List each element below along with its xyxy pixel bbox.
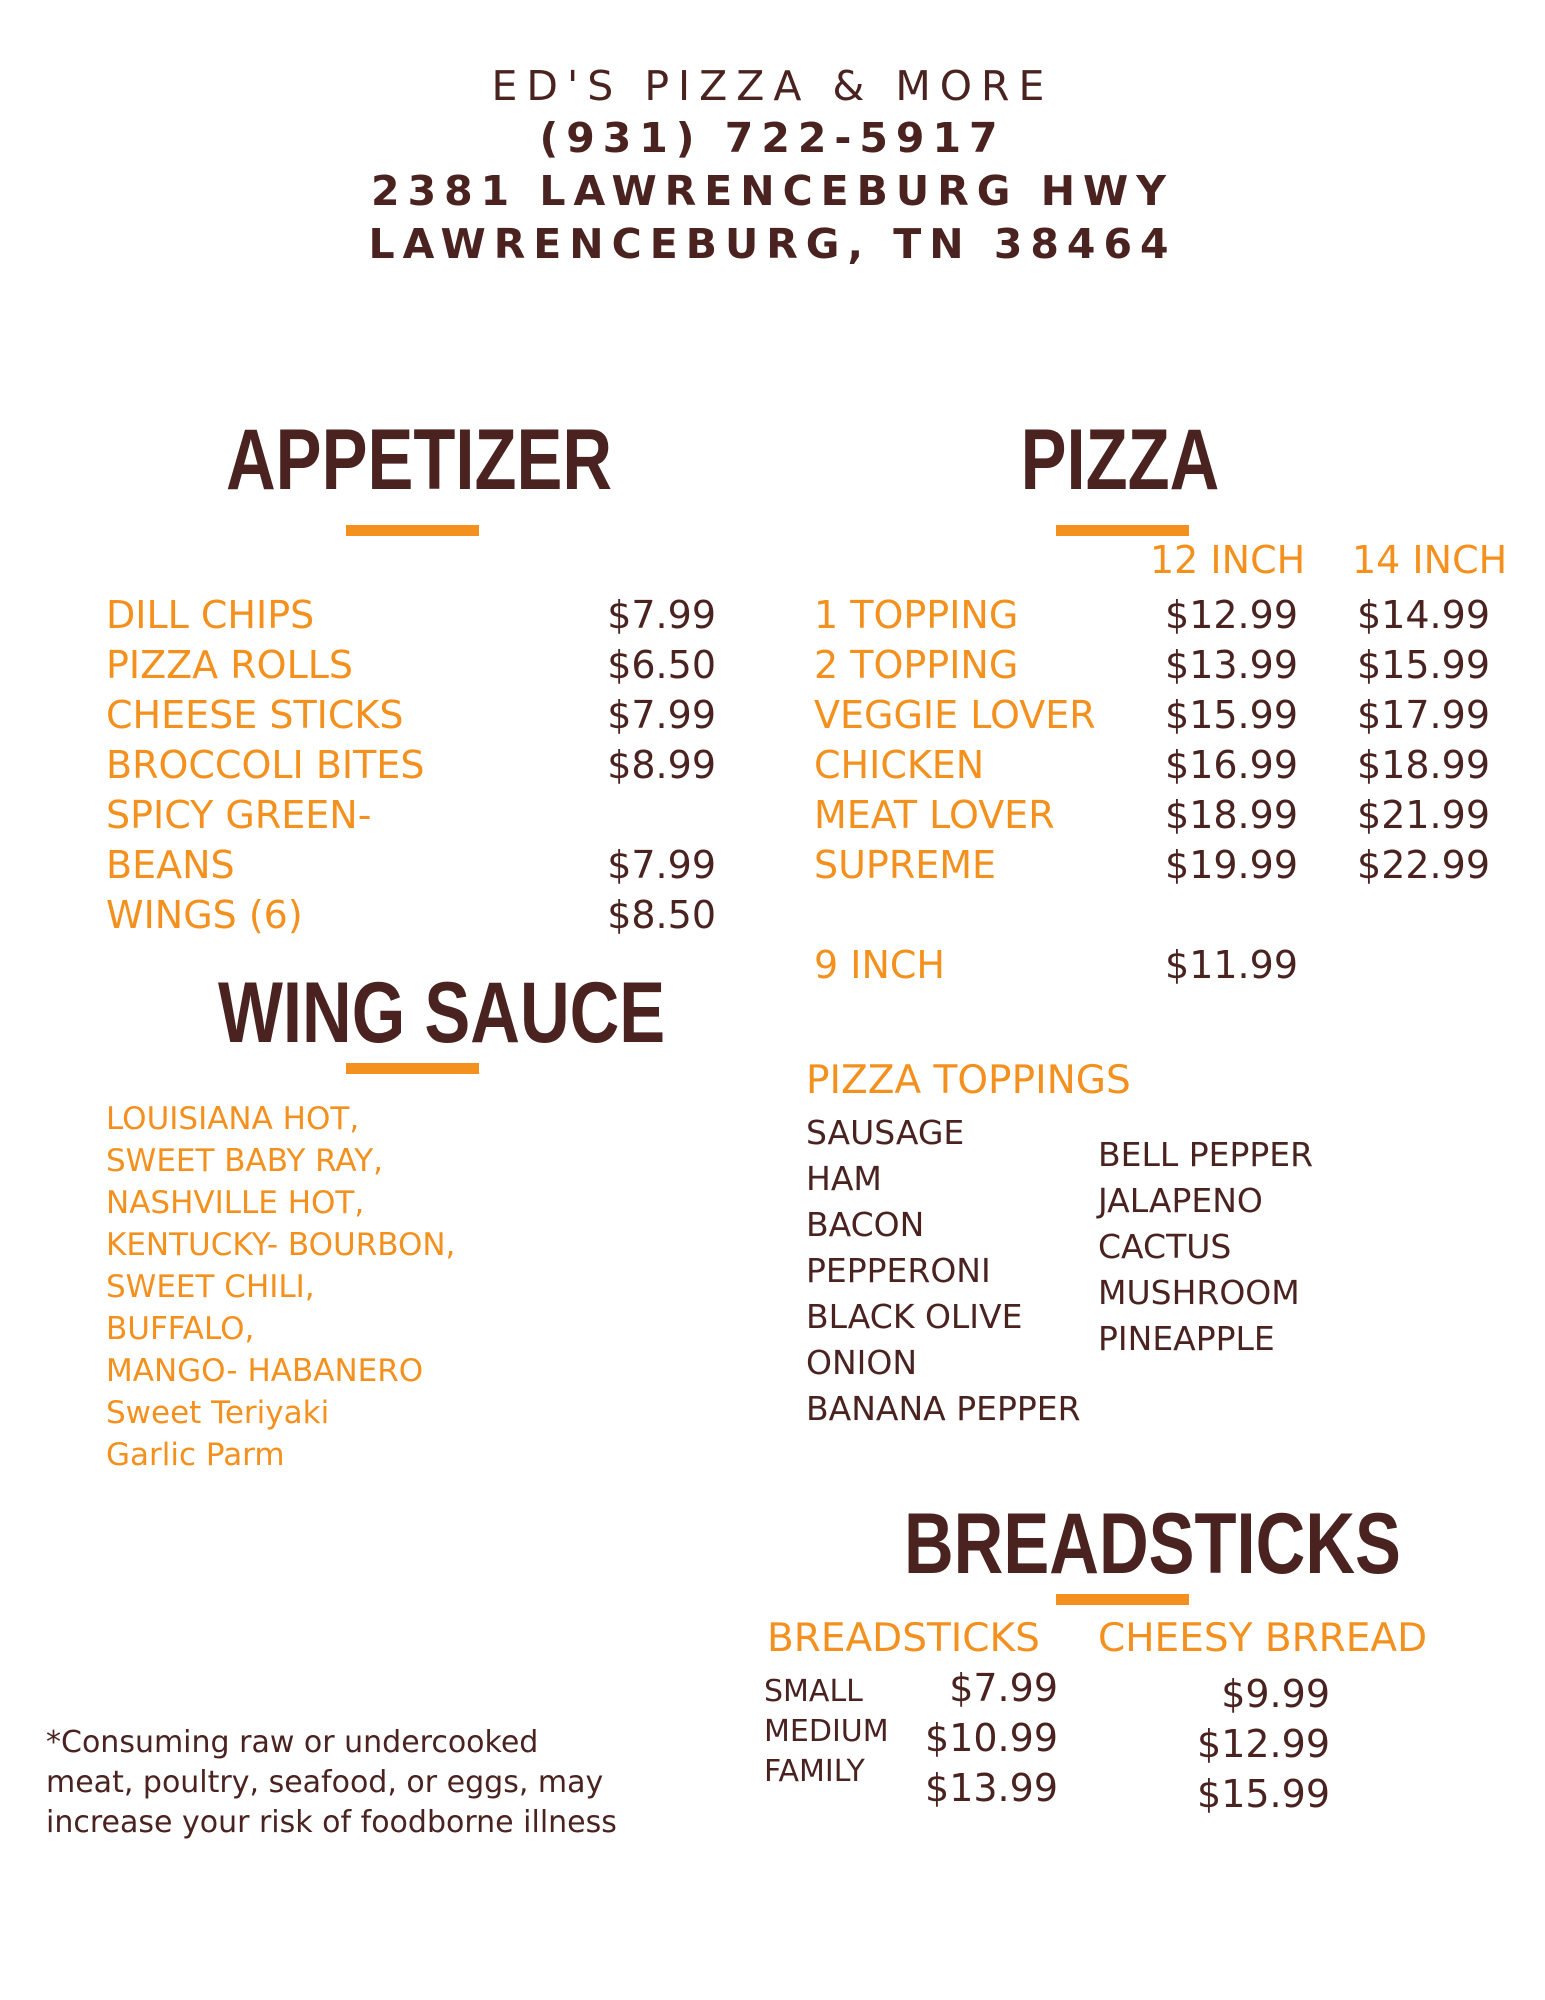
topping-item: BLACK OLIVE: [806, 1297, 1023, 1336]
disclaimer-line: meat, poultry, seafood, or eggs, may: [46, 1765, 604, 1800]
cheesy-bread-price: $12.99: [1197, 1722, 1330, 1766]
sauce-item: MANGO- HABANERO: [106, 1353, 424, 1389]
sauce-item: LOUISIANA HOT,: [106, 1101, 360, 1137]
appetizer-price: $6.50: [607, 643, 716, 687]
sauce-item: Garlic Parm: [106, 1437, 285, 1473]
sauce-item: SWEET CHILI,: [106, 1269, 315, 1305]
appetizer-list: [106, 590, 716, 940]
topping-item: ONION: [806, 1343, 918, 1382]
sauce-item: NASHVILLE HOT,: [106, 1185, 365, 1221]
pizza-price-12: $16.99: [1165, 743, 1298, 787]
restaurant-phone: (931) 722-5917: [539, 114, 1006, 162]
pizza-size-header-14: 14 INCH: [1352, 538, 1508, 582]
topping-item: JALAPENO: [1098, 1181, 1263, 1220]
wing-sauce-underline: [346, 1063, 479, 1074]
topping-item: BELL PEPPER: [1098, 1135, 1314, 1174]
breadsticks-sizes: [764, 1672, 889, 1792]
sauce-item: SWEET BABY RAY,: [106, 1143, 384, 1179]
pizza-price-14: $21.99: [1357, 793, 1490, 837]
sauce-item: Sweet Teriyaki: [106, 1395, 330, 1431]
sauce-item: BUFFALO,: [106, 1311, 255, 1347]
breadsticks-prices: [910, 1663, 1058, 1813]
disclaimer-line: increase your risk of foodborne illness: [46, 1805, 617, 1840]
sauce-item: KENTUCKY- BOURBON,: [106, 1227, 456, 1263]
appetizer-item: BEANS $7.99: [106, 840, 716, 890]
pizza-9-inch-price: $11.99: [1165, 943, 1298, 987]
cheesy-bread-col-header: CHEESY BRREAD: [1098, 1616, 1428, 1661]
pizza-price-12: $13.99: [1165, 643, 1298, 687]
wing-sauce-list: [106, 1098, 455, 1476]
topping-item: PINEAPPLE: [1098, 1319, 1275, 1358]
pizza-title: PIZZA: [1020, 412, 1220, 508]
toppings-title: PIZZA TOPPINGS: [806, 1058, 1131, 1103]
breadsticks-underline: [1056, 1594, 1189, 1605]
disclaimer: [46, 1723, 617, 1843]
size-label: SMALL: [764, 1674, 863, 1709]
pizza-price-12: $18.99: [1165, 793, 1298, 837]
size-label: MEDIUM: [764, 1714, 889, 1749]
pizza-price-14: $17.99: [1357, 693, 1490, 737]
cheesy-bread-prices: [1180, 1669, 1330, 1819]
pizza-price-14: $18.99: [1357, 743, 1490, 787]
pizza-9-inch: 9 INCH $11.99: [814, 940, 1490, 990]
breadstick-price: $10.99: [925, 1716, 1058, 1760]
appetizer-title: APPETIZER: [226, 412, 613, 508]
appetizer-item: DILL CHIPS $7.99: [106, 590, 716, 640]
appetizer-price: $8.99: [607, 743, 716, 787]
pizza-list: [814, 590, 1490, 990]
breadstick-price: $13.99: [925, 1766, 1058, 1810]
topping-item: MUSHROOM: [1098, 1273, 1300, 1312]
topping-item: CACTUS: [1098, 1227, 1232, 1266]
appetizer-item: SPICY GREEN-: [106, 793, 372, 837]
appetizer-price: $8.50: [607, 893, 716, 937]
size-label: FAMILY: [764, 1754, 865, 1789]
pizza-item: 1 TOPPING $12.99 $14.99: [814, 590, 1490, 640]
pizza-price-12: $15.99: [1165, 693, 1298, 737]
appetizer-item: CHEESE STICKS $7.99: [106, 690, 716, 740]
wing-sauce-title: WING SAUCE: [218, 965, 666, 1061]
breadstick-price: $7.99: [949, 1666, 1058, 1710]
pizza-item: CHICKEN $16.99 $18.99: [814, 740, 1490, 790]
pizza-item: VEGGIE LOVER $15.99 $17.99: [814, 690, 1490, 740]
pizza-item: MEAT LOVER $18.99 $21.99: [814, 790, 1490, 840]
cheesy-bread-price: $15.99: [1197, 1772, 1330, 1816]
pizza-price-12: $12.99: [1165, 593, 1298, 637]
appetizer-underline: [346, 525, 479, 536]
pizza-price-14: $22.99: [1357, 843, 1490, 887]
pizza-price-14: $15.99: [1357, 643, 1490, 687]
restaurant-name: ED'S PIZZA & MORE: [491, 62, 1054, 110]
breadsticks-title: BREADSTICKS: [904, 1496, 1401, 1592]
toppings-left-list: [806, 1110, 1081, 1432]
topping-item: PEPPERONI: [806, 1251, 991, 1290]
toppings-right-list: [1098, 1132, 1313, 1362]
appetizer-item: PIZZA ROLLS $6.50: [106, 640, 716, 690]
pizza-item: 2 TOPPING $13.99 $15.99: [814, 640, 1490, 690]
topping-item: BANANA PEPPER: [806, 1389, 1081, 1428]
disclaimer-line: *Consuming raw or undercooked: [46, 1725, 539, 1760]
topping-item: BACON: [806, 1205, 925, 1244]
appetizer-price: $7.99: [607, 693, 716, 737]
breadsticks-col-header: BREADSTICKS: [767, 1616, 1040, 1661]
pizza-item: SUPREME $19.99 $22.99: [814, 840, 1490, 890]
topping-item: SAUSAGE: [806, 1113, 965, 1152]
pizza-price-14: $14.99: [1357, 593, 1490, 637]
pizza-price-12: $19.99: [1165, 843, 1298, 887]
appetizer-price: $7.99: [607, 593, 716, 637]
appetizer-item: WINGS (6) $8.50: [106, 890, 716, 940]
restaurant-city: LAWRENCEBURG, TN 38464: [368, 220, 1177, 268]
pizza-size-header-12: 12 INCH: [1150, 538, 1306, 582]
restaurant-street: 2381 LAWRENCEBURG HWY: [371, 167, 1174, 215]
cheesy-bread-price: $9.99: [1221, 1672, 1330, 1716]
appetizer-price: $7.99: [607, 843, 716, 887]
topping-item: HAM: [806, 1159, 882, 1198]
appetizer-item: BROCCOLI BITES $8.99: [106, 740, 716, 790]
